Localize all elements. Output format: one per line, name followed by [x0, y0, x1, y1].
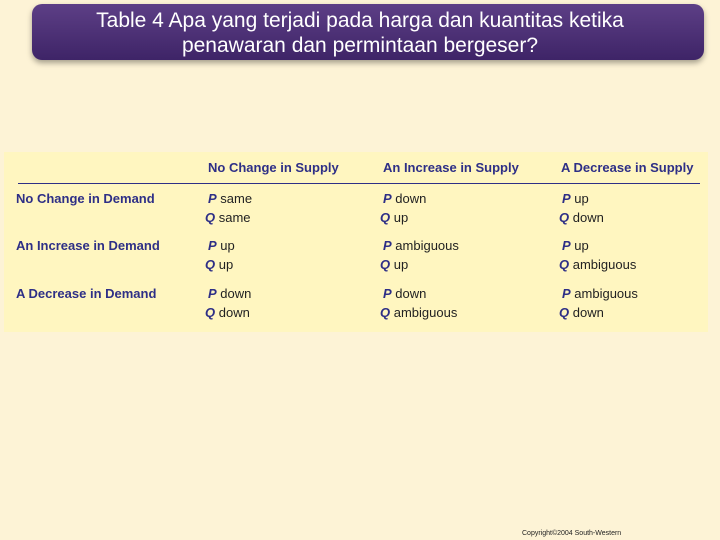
slide-title-line-2: penawaran dan permintaan bergeser?	[181, 34, 539, 57]
header-rule	[18, 183, 700, 184]
row-label-increase-demand: An Increase in Demand	[16, 238, 160, 253]
table-cell: P down Q down	[205, 286, 252, 320]
copyright-notice: Copyright©2004 South-Western	[522, 530, 622, 537]
table-cell: P up Q up	[205, 238, 235, 272]
table-cell: P ambiguous Q down	[559, 286, 638, 320]
table-cell: P down Q ambiguous	[380, 286, 458, 320]
table-cell: P up Q ambiguous	[559, 238, 637, 272]
table-cell: P up Q down	[559, 191, 604, 225]
supply-demand-table	[4, 152, 708, 332]
slide-title-line-1: Table 4 Apa yang terjadi pada harga dan kuantitas ketika	[96, 9, 624, 32]
column-header-no-change-supply: No Change in Supply	[208, 160, 339, 175]
column-header-decrease-supply: A Decrease in Supply	[561, 160, 694, 175]
row-label-no-change-demand: No Change in Demand	[16, 191, 155, 206]
slide-title	[0, 8, 720, 58]
table-cell: P same Q same	[205, 191, 253, 225]
table-cell: P ambiguous Q up	[380, 238, 459, 272]
column-header-increase-supply: An Increase in Supply	[383, 160, 519, 175]
row-label-decrease-demand: A Decrease in Demand	[16, 286, 157, 301]
table-cell: P down Q up	[380, 191, 427, 225]
